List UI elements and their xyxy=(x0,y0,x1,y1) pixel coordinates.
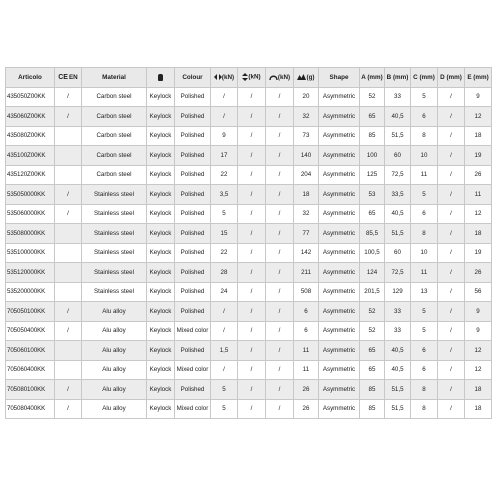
cell-d: / xyxy=(438,282,465,302)
cell-kn-minor: / xyxy=(266,107,294,127)
cell-a: 52 xyxy=(360,302,385,322)
cell-colour: Mixed color xyxy=(175,321,211,341)
cell-ce-en xyxy=(55,243,82,263)
cell-kn-gate: / xyxy=(238,224,266,244)
cell-ce-en: / xyxy=(55,399,82,419)
cell-kn-major: 3,5 xyxy=(211,185,238,205)
cell-a: 124 xyxy=(360,263,385,283)
cell-b: 40,5 xyxy=(385,341,411,361)
cell-kn-major: / xyxy=(211,87,238,107)
cell-material: Alu alloy xyxy=(82,321,147,341)
cell-shape: Asymmetric xyxy=(319,243,360,263)
cell-e: 19 xyxy=(465,243,492,263)
table-row xyxy=(6,243,492,263)
cell-kn-major: 5 xyxy=(211,380,238,400)
cell-d: / xyxy=(438,263,465,283)
cell-c: 5 xyxy=(411,302,438,322)
cell-colour: Polished xyxy=(175,185,211,205)
cell-gate: Keylock xyxy=(147,146,175,166)
cell-d: / xyxy=(438,146,465,166)
cell-ce-en xyxy=(55,165,82,185)
cell-kn-minor: / xyxy=(266,146,294,166)
cell-ce-en: / xyxy=(55,107,82,127)
cell-d: / xyxy=(438,302,465,322)
cell-kn-gate: / xyxy=(238,165,266,185)
header-kn-1: (kN) xyxy=(221,73,235,81)
header-weight xyxy=(294,68,319,88)
cell-gate: Keylock xyxy=(147,87,175,107)
cell-ce-en: / xyxy=(55,321,82,341)
cell-kn-gate: / xyxy=(238,282,266,302)
table-row xyxy=(6,263,492,283)
cell-d: / xyxy=(438,243,465,263)
cell-material: Carbon steel xyxy=(82,87,147,107)
cell-colour: Polished xyxy=(175,204,211,224)
cell-colour: Polished xyxy=(175,224,211,244)
cell-colour: Polished xyxy=(175,146,211,166)
cell-weight: 77 xyxy=(294,224,319,244)
cell-kn-gate: / xyxy=(238,146,266,166)
cell-material: Carbon steel xyxy=(82,146,147,166)
cell-kn-minor: / xyxy=(266,302,294,322)
cell-kn-major: 9 xyxy=(211,126,238,146)
cell-ce-en xyxy=(55,126,82,146)
cell-kn-minor: / xyxy=(266,282,294,302)
cell-c: 5 xyxy=(411,321,438,341)
cell-gate: Keylock xyxy=(147,341,175,361)
cell-c: 6 xyxy=(411,204,438,224)
table-row xyxy=(6,341,492,361)
cell-c: 5 xyxy=(411,87,438,107)
cell-material: Carbon steel xyxy=(82,165,147,185)
cell-code: 705080400KK xyxy=(6,399,55,419)
cell-colour: Polished xyxy=(175,263,211,283)
cell-e: 18 xyxy=(465,126,492,146)
cell-kn-major: 17 xyxy=(211,146,238,166)
cell-ce-en xyxy=(55,146,82,166)
table-row xyxy=(6,380,492,400)
cell-d: / xyxy=(438,380,465,400)
cell-c: 11 xyxy=(411,165,438,185)
cell-a: 85 xyxy=(360,380,385,400)
cell-code: 435120Z00KK xyxy=(6,165,55,185)
cell-a: 100,5 xyxy=(360,243,385,263)
cell-weight: 32 xyxy=(294,204,319,224)
table-row xyxy=(6,204,492,224)
spec-table xyxy=(5,67,492,419)
cell-kn-minor: / xyxy=(266,243,294,263)
cell-weight: 11 xyxy=(294,341,319,361)
cell-a: 52 xyxy=(360,87,385,107)
cell-kn-minor: / xyxy=(266,399,294,419)
cell-shape: Asymmetric xyxy=(319,399,360,419)
cell-ce-en: / xyxy=(55,204,82,224)
minor-axis-load-icon xyxy=(269,74,278,81)
cell-kn-major: / xyxy=(211,321,238,341)
cell-gate: Keylock xyxy=(147,321,175,341)
cell-shape: Asymmetric xyxy=(319,341,360,361)
cell-code: 705080100KK xyxy=(6,380,55,400)
table-row xyxy=(6,165,492,185)
cell-code: 435080Z00KK xyxy=(6,126,55,146)
header-articolo: Articolo xyxy=(6,68,55,88)
cell-colour: Polished xyxy=(175,380,211,400)
cell-e: 19 xyxy=(465,146,492,166)
cell-material: Stainless steel xyxy=(82,204,147,224)
cell-e: 9 xyxy=(465,302,492,322)
cell-kn-minor: / xyxy=(266,380,294,400)
cell-colour: Mixed color xyxy=(175,360,211,380)
major-axis-load-icon xyxy=(214,74,222,80)
cell-d: / xyxy=(438,126,465,146)
cell-code: 705060400KK xyxy=(6,360,55,380)
cell-a: 85,5 xyxy=(360,224,385,244)
cell-gate: Keylock xyxy=(147,224,175,244)
table-row xyxy=(6,321,492,341)
cell-code: 705060100KK xyxy=(6,341,55,361)
cell-kn-minor: / xyxy=(266,204,294,224)
cell-gate: Keylock xyxy=(147,360,175,380)
cell-b: 72,5 xyxy=(385,263,411,283)
cell-shape: Asymmetric xyxy=(319,146,360,166)
cell-kn-minor: / xyxy=(266,360,294,380)
cell-a: 100 xyxy=(360,146,385,166)
cell-c: 13 xyxy=(411,282,438,302)
cell-a: 53 xyxy=(360,185,385,205)
cell-weight: 32 xyxy=(294,107,319,127)
cell-a: 65 xyxy=(360,360,385,380)
cell-e: 26 xyxy=(465,165,492,185)
cell-kn-major: / xyxy=(211,360,238,380)
cell-b: 129 xyxy=(385,282,411,302)
cell-ce-en xyxy=(55,360,82,380)
cell-weight: 204 xyxy=(294,165,319,185)
cell-c: 8 xyxy=(411,224,438,244)
cell-d: / xyxy=(438,321,465,341)
cell-kn-gate: / xyxy=(238,126,266,146)
header-kn-2: (kN) xyxy=(248,73,261,81)
header-colour: Colour xyxy=(175,68,211,88)
cell-weight: 142 xyxy=(294,243,319,263)
cell-kn-major: / xyxy=(211,302,238,322)
cell-code: 705050100KK xyxy=(6,302,55,322)
cell-c: 6 xyxy=(411,341,438,361)
cell-a: 85 xyxy=(360,126,385,146)
cell-ce-en: / xyxy=(55,380,82,400)
cell-d: / xyxy=(438,360,465,380)
cell-kn-minor: / xyxy=(266,185,294,205)
cell-d: / xyxy=(438,165,465,185)
cell-e: 12 xyxy=(465,107,492,127)
cell-c: 11 xyxy=(411,263,438,283)
cell-shape: Asymmetric xyxy=(319,107,360,127)
cell-c: 6 xyxy=(411,360,438,380)
cell-material: Alu alloy xyxy=(82,380,147,400)
cell-weight: 6 xyxy=(294,321,319,341)
cell-b: 33 xyxy=(385,302,411,322)
cell-c: 5 xyxy=(411,185,438,205)
cell-b: 51,5 xyxy=(385,126,411,146)
cell-shape: Asymmetric xyxy=(319,126,360,146)
cell-c: 8 xyxy=(411,399,438,419)
cell-gate: Keylock xyxy=(147,126,175,146)
cell-kn-minor: / xyxy=(266,126,294,146)
cell-kn-major: 22 xyxy=(211,165,238,185)
cell-weight: 11 xyxy=(294,360,319,380)
cell-d: / xyxy=(438,204,465,224)
cell-material: Stainless steel xyxy=(82,224,147,244)
cell-colour: Polished xyxy=(175,126,211,146)
cell-code: 535100000KK xyxy=(6,243,55,263)
cell-e: 18 xyxy=(465,224,492,244)
header-major-axis xyxy=(211,68,238,88)
cell-b: 60 xyxy=(385,146,411,166)
cell-code: 705050400KK xyxy=(6,321,55,341)
cell-e: 12 xyxy=(465,341,492,361)
table-row xyxy=(6,399,492,419)
cell-d: / xyxy=(438,107,465,127)
cell-kn-gate: / xyxy=(238,107,266,127)
cell-ce-en xyxy=(55,263,82,283)
cell-kn-major: / xyxy=(211,107,238,127)
cell-e: 9 xyxy=(465,321,492,341)
cell-kn-gate: / xyxy=(238,302,266,322)
cell-d: / xyxy=(438,87,465,107)
cell-b: 51,5 xyxy=(385,399,411,419)
cell-weight: 26 xyxy=(294,399,319,419)
cell-kn-major: 5 xyxy=(211,204,238,224)
cell-d: / xyxy=(438,224,465,244)
cell-material: Stainless steel xyxy=(82,185,147,205)
cell-gate: Keylock xyxy=(147,165,175,185)
cell-kn-gate: / xyxy=(238,380,266,400)
header-d: D (mm) xyxy=(438,68,465,88)
header-a: A (mm) xyxy=(360,68,385,88)
cell-a: 52 xyxy=(360,321,385,341)
cell-e: 11 xyxy=(465,185,492,205)
cell-c: 8 xyxy=(411,380,438,400)
cell-kn-major: 15 xyxy=(211,224,238,244)
cell-a: 65 xyxy=(360,107,385,127)
cell-ce-en: / xyxy=(55,185,82,205)
cell-gate: Keylock xyxy=(147,302,175,322)
table-row xyxy=(6,126,492,146)
cell-shape: Asymmetric xyxy=(319,204,360,224)
table-row xyxy=(6,146,492,166)
header-g: (g) xyxy=(306,73,315,81)
cell-kn-minor: / xyxy=(266,87,294,107)
header-e: E (mm) xyxy=(465,68,492,88)
table-row xyxy=(6,360,492,380)
cell-e: 12 xyxy=(465,360,492,380)
cell-material: Alu alloy xyxy=(82,360,147,380)
cell-ce-en xyxy=(55,282,82,302)
cell-material: Alu alloy xyxy=(82,399,147,419)
cell-a: 85 xyxy=(360,399,385,419)
cell-a: 65 xyxy=(360,341,385,361)
cell-kn-major: 5 xyxy=(211,399,238,419)
cell-d: / xyxy=(438,341,465,361)
cell-material: Stainless steel xyxy=(82,282,147,302)
cell-shape: Asymmetric xyxy=(319,185,360,205)
cell-weight: 73 xyxy=(294,126,319,146)
cell-material: Alu alloy xyxy=(82,341,147,361)
cell-kn-gate: / xyxy=(238,185,266,205)
cell-kn-minor: / xyxy=(266,165,294,185)
cell-colour: Polished xyxy=(175,282,211,302)
cell-colour: Polished xyxy=(175,165,211,185)
table-row xyxy=(6,87,492,107)
cell-kn-gate: / xyxy=(238,341,266,361)
cell-weight: 18 xyxy=(294,185,319,205)
cell-weight: 508 xyxy=(294,282,319,302)
cell-b: 60 xyxy=(385,243,411,263)
cell-code: 435050Z00KK xyxy=(6,87,55,107)
cell-b: 40,5 xyxy=(385,204,411,224)
cell-ce-en: / xyxy=(55,87,82,107)
header-material: Material xyxy=(82,68,147,88)
cell-gate: Keylock xyxy=(147,282,175,302)
cell-code: 535080000KK xyxy=(6,224,55,244)
keylock-gate-icon xyxy=(158,74,163,81)
cell-code: 435100Z00KK xyxy=(6,146,55,166)
cell-material: Carbon steel xyxy=(82,126,147,146)
cell-shape: Asymmetric xyxy=(319,263,360,283)
cell-shape: Asymmetric xyxy=(319,165,360,185)
cell-material: Stainless steel xyxy=(82,263,147,283)
header-gate xyxy=(147,68,175,88)
header-kn-3: (kN) xyxy=(277,73,291,81)
cell-d: / xyxy=(438,185,465,205)
cell-gate: Keylock xyxy=(147,204,175,224)
cell-b: 33 xyxy=(385,321,411,341)
cell-weight: 211 xyxy=(294,263,319,283)
cell-weight: 140 xyxy=(294,146,319,166)
cell-colour: Polished xyxy=(175,243,211,263)
cell-weight: 20 xyxy=(294,87,319,107)
cell-kn-gate: / xyxy=(238,360,266,380)
cell-a: 201,5 xyxy=(360,282,385,302)
cell-c: 10 xyxy=(411,146,438,166)
cell-b: 51,5 xyxy=(385,224,411,244)
cell-colour: Polished xyxy=(175,87,211,107)
cell-b: 51,5 xyxy=(385,380,411,400)
header-ce-en xyxy=(55,68,82,88)
cell-shape: Asymmetric xyxy=(319,321,360,341)
cell-kn-gate: / xyxy=(238,243,266,263)
cell-shape: Asymmetric xyxy=(319,302,360,322)
cell-shape: Asymmetric xyxy=(319,380,360,400)
cell-a: 125 xyxy=(360,165,385,185)
cell-material: Stainless steel xyxy=(82,243,147,263)
cell-colour: Polished xyxy=(175,341,211,361)
cell-weight: 6 xyxy=(294,302,319,322)
cell-b: 33 xyxy=(385,87,411,107)
cell-kn-minor: / xyxy=(266,263,294,283)
cell-kn-gate: / xyxy=(238,204,266,224)
cell-c: 8 xyxy=(411,126,438,146)
cell-d: / xyxy=(438,399,465,419)
header-shape: Shape xyxy=(319,68,360,88)
cell-b: 72,5 xyxy=(385,165,411,185)
ce-mark-icon: CE xyxy=(58,73,68,81)
table-row xyxy=(6,185,492,205)
cell-gate: Keylock xyxy=(147,107,175,127)
cell-ce-en: / xyxy=(55,302,82,322)
cell-kn-major: 22 xyxy=(211,243,238,263)
cell-kn-gate: / xyxy=(238,263,266,283)
cell-kn-major: 28 xyxy=(211,263,238,283)
cell-e: 18 xyxy=(465,399,492,419)
cell-e: 12 xyxy=(465,204,492,224)
header-en-label: EN xyxy=(68,73,78,81)
header-minor-axis xyxy=(266,68,294,88)
cell-gate: Keylock xyxy=(147,185,175,205)
cell-shape: Asymmetric xyxy=(319,87,360,107)
cell-e: 56 xyxy=(465,282,492,302)
cell-kn-gate: / xyxy=(238,399,266,419)
cell-gate: Keylock xyxy=(147,243,175,263)
cell-kn-gate: / xyxy=(238,321,266,341)
cell-colour: Polished xyxy=(175,107,211,127)
header-row xyxy=(6,68,492,88)
cell-material: Alu alloy xyxy=(82,302,147,322)
table-row xyxy=(6,282,492,302)
cell-e: 26 xyxy=(465,263,492,283)
cell-kn-major: 1,5 xyxy=(211,341,238,361)
cell-code: 435060Z00KK xyxy=(6,107,55,127)
cell-e: 9 xyxy=(465,87,492,107)
cell-ce-en xyxy=(55,341,82,361)
cell-gate: Keylock xyxy=(147,399,175,419)
cell-gate: Keylock xyxy=(147,380,175,400)
cell-c: 10 xyxy=(411,243,438,263)
table-row xyxy=(6,302,492,322)
cell-b: 40,5 xyxy=(385,107,411,127)
cell-b: 40,5 xyxy=(385,360,411,380)
cell-kn-minor: / xyxy=(266,321,294,341)
cell-c: 6 xyxy=(411,107,438,127)
cell-colour: Mixed color xyxy=(175,399,211,419)
table-row xyxy=(6,224,492,244)
cell-b: 33,5 xyxy=(385,185,411,205)
cell-colour: Polished xyxy=(175,302,211,322)
cell-a: 65 xyxy=(360,204,385,224)
header-gate-open xyxy=(238,68,266,88)
cell-shape: Asymmetric xyxy=(319,360,360,380)
cell-kn-minor: / xyxy=(266,224,294,244)
cell-material: Carbon steel xyxy=(82,107,147,127)
cell-kn-minor: / xyxy=(266,341,294,361)
cell-shape: Asymmetric xyxy=(319,282,360,302)
cell-ce-en xyxy=(55,224,82,244)
header-c: C (mm) xyxy=(411,68,438,88)
cell-shape: Asymmetric xyxy=(319,224,360,244)
cell-gate: Keylock xyxy=(147,263,175,283)
cell-code: 535060000KK xyxy=(6,204,55,224)
header-b: B (mm) xyxy=(385,68,411,88)
cell-code: 535120000KK xyxy=(6,263,55,283)
cell-weight: 26 xyxy=(294,380,319,400)
cell-code: 535050000KK xyxy=(6,185,55,205)
cell-kn-gate: / xyxy=(238,87,266,107)
table-row xyxy=(6,107,492,127)
cell-kn-major: 24 xyxy=(211,282,238,302)
cell-code: 535200000KK xyxy=(6,282,55,302)
cell-e: 18 xyxy=(465,380,492,400)
